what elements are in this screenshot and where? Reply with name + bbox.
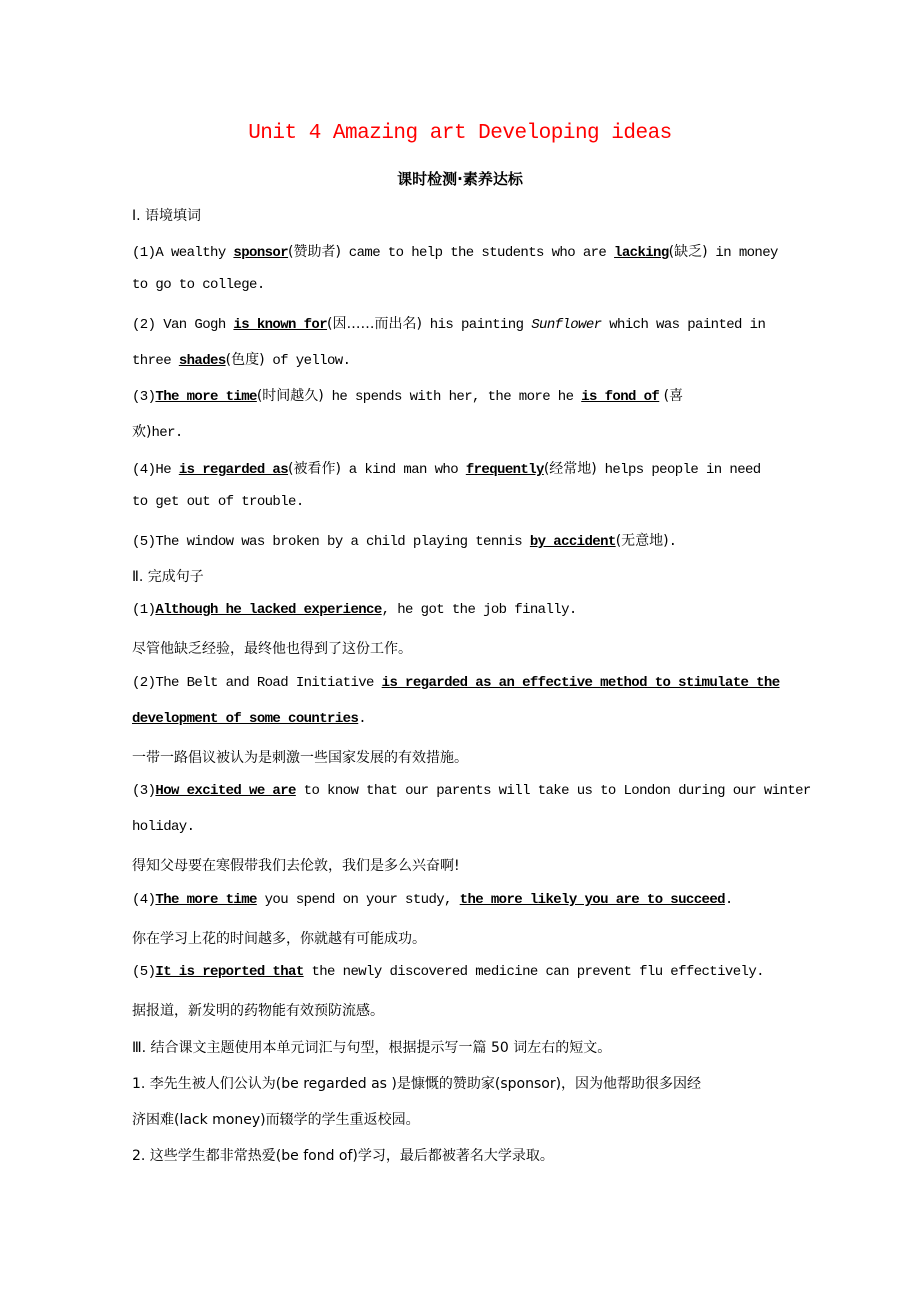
s3-item2-line1: 2. 这些学生都非常热爱(be fond of)学习，最后都被著名大学录取。 [132,1148,554,1164]
s2-item3-en-line2: holiday. [132,819,195,835]
s2-item5-en: (5)It is reported that the newly discovered medicine can prevent flu effectively. [132,964,764,980]
s1-item4-line1: (4)He is regarded as(被看作) a kind man who frequently(经常地) helps people in need [132,461,761,478]
s2-item2-en-line2: development of some countries. [132,711,367,727]
s1-item3-line2: 欢)her. [132,424,183,441]
s1-item1-line2: to go to college. [132,277,265,293]
answer: is regarded as an effective method to stimulate the [381,675,780,691]
answer: The more time [155,892,257,908]
s1-item5-line1: (5)The window was broken by a child playing tennis by accident(无意地). [132,533,677,550]
s3-item1-line1: 1. 李先生被人们公认为(be regarded as )是慷慨的赞助家(sponsor)，因为他帮助很多因经 [132,1076,702,1092]
answer: by accident [529,534,616,550]
answer: is fond of [581,389,660,405]
s2-item1-en: (1)Although he lacked experience, he got the job finally. [132,602,577,618]
answer: The more time [155,389,257,405]
answer: development of some countries [132,711,359,727]
document-subtitle: 课时检测·素养达标 [397,170,523,188]
s3-item1-line2: 济困难(lack money)而辍学的学生重返校园。 [132,1112,420,1128]
s1-item4-line2: to get out of trouble. [132,494,304,510]
answer: is regarded as [178,462,289,478]
answer: How excited we are [155,783,296,799]
s1-item2-line1: (2) Van Gogh is known for(因……而出名) his painting Sunflower which was painted in [132,316,766,333]
answer: sponsor [233,245,289,261]
answer: frequently [465,462,544,478]
s1-item1-line1: (1)A wealthy sponsor(赞助者) came to help the students who are lacking(缺乏) in money [132,244,778,261]
s2-item2-en-line1: (2)The Belt and Road Initiative is regarded as an effective method to stimulate the [132,675,780,691]
section3-heading: Ⅲ. 结合课文主题使用本单元词汇与句型，根据提示写一篇 50 词左右的短文。 [132,1040,612,1056]
answer: lacking [614,245,669,261]
answer: Although he lacked experience [155,602,382,618]
s2-item3-cn: 得知父母要在寒假带我们去伦敦，我们是多么兴奋啊! [132,858,460,874]
s2-item5-cn: 据报道，新发明的药物能有效预防流感。 [132,1003,384,1019]
document-title: Unit 4 Amazing art Developing ideas [248,122,672,145]
section1-heading: Ⅰ. 语境填词 [132,208,202,224]
answer: It is reported that [155,964,304,980]
s2-item4-en: (4)The more time you spend on your study, the more likely you are to succeed. [132,892,733,908]
s2-item3-en-line1: (3)How excited we are to know that our parents will take us to London during our winter [132,783,811,799]
s1-item3-line1: (3)The more time(时间越久) he spends with her, the more he is fond of (喜 [132,388,684,405]
s2-item4-cn: 你在学习上花的时间越多，你就越有可能成功。 [132,931,426,947]
answer: is known for [233,317,328,333]
section2-heading: Ⅱ. 完成句子 [132,569,204,585]
answer: shades [178,353,226,369]
s1-item2-line2: three shades(色度) of yellow. [132,352,351,369]
s2-item1-cn: 尽管他缺乏经验，最终他也得到了这份工作。 [132,641,412,657]
s2-item2-cn: 一带一路倡议被认为是刺激一些国家发展的有效措施。 [132,750,468,766]
answer: the more likely you are to succeed [459,892,725,908]
